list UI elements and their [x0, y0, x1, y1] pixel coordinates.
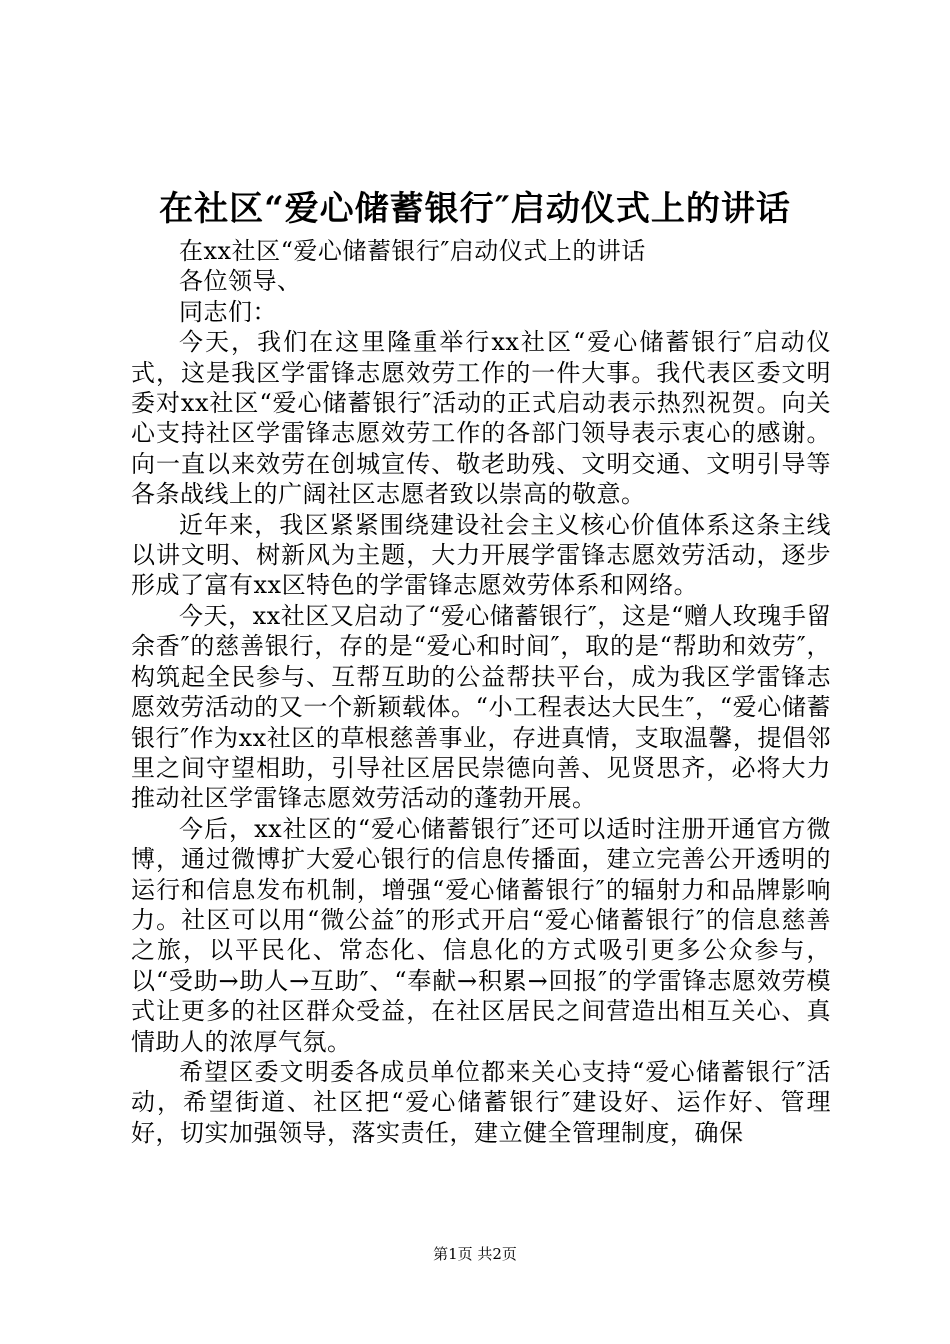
- paragraph-salutation-comrades: 同志们：: [179, 297, 277, 326]
- paragraph-background: 近年来，我区紧紧围绕建设社会主义核心价值体系这条主线以讲文明、树新风为主题，大力开展学雷锋志愿效劳活动，逐步形成了富有xx区特色的学雷锋志愿效劳体系和网络。: [131, 510, 831, 600]
- paragraph-future: 今后，xx社区的“爱心储蓄银行″还可以适时注册开通官方微博，通过微博扩大爱心银行的信息传播面，建立完善公开透明的运行和信息发布机制，增强“爱心储蓄银行″的辐射力和品牌影响力。社区可以用“微公益″的形式开启“爱心储蓄银行″的信息慈善之旅，以平民化、常态化、信息化的方式吸引更多公众参与，以“受助→助人→互助″、“奉献→积累→回报″的学雷锋志愿效劳模式让更多的社区群众受益，在社区居民之间营造出相互关心、真情助人的浓厚气氛。: [131, 814, 831, 1056]
- paragraph-hope: 希望区委文明委各成员单位都来关心支持“爱心储蓄银行″活动，希望街道、社区把“爱心储蓄银行″建设好、运作好、管理好，切实加强领导，落实责任，建立健全管理制度，确保: [131, 1057, 831, 1147]
- paragraph-subtitle: 在xx社区“爱心储蓄银行″启动仪式上的讲话: [179, 237, 646, 265]
- document-title: 在社区“爱心储蓄银行″启动仪式上的讲话: [159, 189, 791, 229]
- paragraph-launch: 今天，xx社区又启动了“爱心储蓄银行″，这是“赠人玫瑰手留余香″的慈善银行，存的是“爱心和时间″，取的是“帮助和效劳″，构筑起全民参与、互帮互助的公益帮扶平台，成为我区学雷锋志愿效劳活动的又一个新颖载体。“小工程表达大民生″，“爱心储蓄银行″作为xx社区的草根慈善事业，存进真情，支取温馨，提倡邻里之间守望相助，引导社区居民崇德向善、见贤思齐，必将大力推动社区学雷锋志愿效劳活动的蓬勃开展。: [131, 601, 831, 813]
- paragraph-opening: 今天，我们在这里隆重举行xx社区“爱心储蓄银行″启动仪式，这是我区学雷锋志愿效劳工作的一件大事。我代表区委文明委对xx社区“爱心储蓄银行″活动的正式启动表示热烈祝贺。向关心支持社区学雷锋志愿效劳工作的各部门领导表示衷心的感谢。向一直以来效劳在创城宣传、敬老助残、文明交通、文明引导等各条战线上的广阔社区志愿者致以崇高的敬意。: [131, 328, 831, 509]
- paragraph-salutation-leaders: 各位领导、: [179, 267, 302, 296]
- document-body: [131, 236, 831, 1148]
- page-footer: 第1页 共2页: [433, 1245, 517, 1263]
